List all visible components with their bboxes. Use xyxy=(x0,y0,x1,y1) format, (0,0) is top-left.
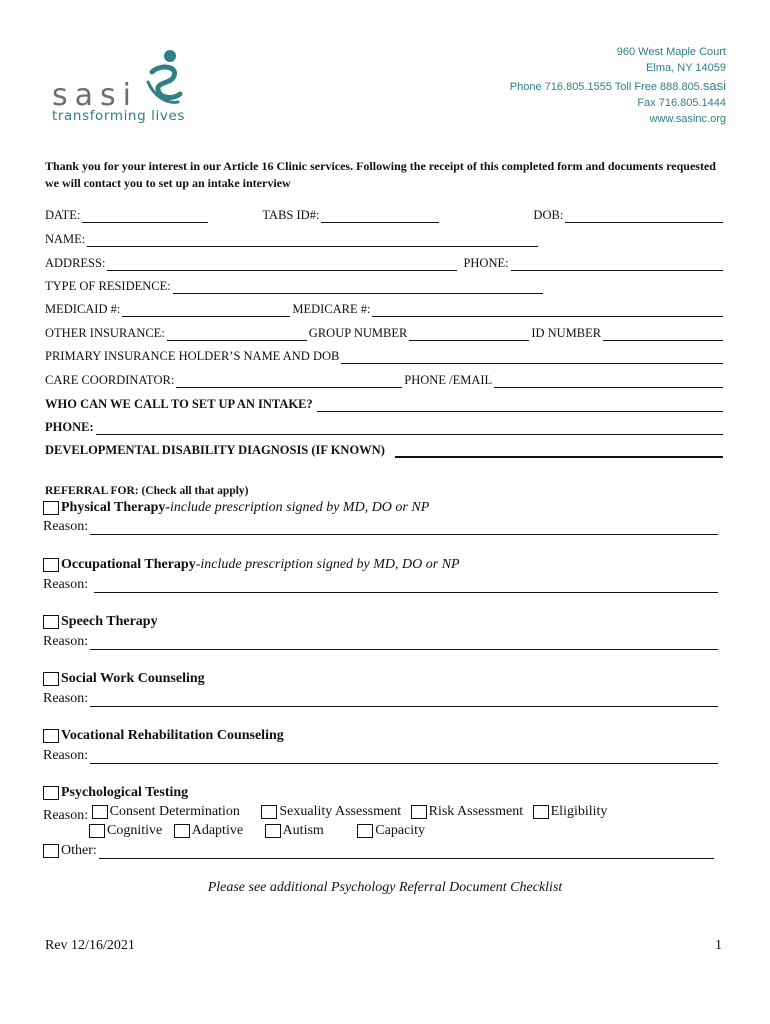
row-other-insurance xyxy=(45,325,725,341)
physical-therapy-reason-field[interactable] xyxy=(90,522,718,535)
id-number-field[interactable] xyxy=(603,328,723,341)
tabs-id-label: TABS ID#: xyxy=(262,208,320,222)
phone-field[interactable] xyxy=(511,258,723,271)
phone-2-field[interactable] xyxy=(96,422,723,435)
other-checkbox[interactable] xyxy=(43,844,59,858)
name-label: NAME: xyxy=(45,232,86,246)
row-dd-diagnosis xyxy=(45,442,725,458)
intro-text: Thank you for your interest in our Article 16 Clinic services. Following the receipt of this completed form and documents requested we will contact you to set up an intake interview xyxy=(45,159,716,190)
psych-reason-row-1 xyxy=(43,804,607,824)
medicare-label: MEDICARE #: xyxy=(292,302,371,316)
medicaid-label: MEDICAID #: xyxy=(45,302,121,316)
occupational-therapy-reason-field[interactable] xyxy=(94,580,718,593)
psychological-testing-title: Psychological Testing xyxy=(61,785,189,800)
primary-holder-field[interactable] xyxy=(341,351,723,364)
website-link[interactable]: www.sasinc.org xyxy=(649,113,726,125)
eligibility-label: Eligibility xyxy=(550,804,608,819)
capacity-option xyxy=(357,823,425,839)
logo-figure-icon xyxy=(138,46,188,108)
address-field[interactable] xyxy=(107,258,457,271)
residence-field[interactable] xyxy=(173,281,543,294)
row-medicaid-medicare xyxy=(45,301,725,317)
sexuality-option xyxy=(261,804,401,820)
psychological-testing-option xyxy=(43,785,188,801)
reason-label: Reason: xyxy=(43,577,89,592)
primary-holder-label: PRIMARY INSURANCE HOLDER’S NAME AND DOB xyxy=(45,349,340,363)
occupational-therapy-option xyxy=(43,557,460,573)
psych-reason-row-2 xyxy=(89,823,425,843)
autism-option xyxy=(265,823,324,839)
occupational-therapy-title: Occupational Therapy xyxy=(61,557,196,572)
footer-note: Please see additional Psychology Referral Document Checklist xyxy=(207,880,563,895)
phone-email-field[interactable] xyxy=(494,375,723,388)
social-work-reason-field[interactable] xyxy=(90,694,718,707)
dob-label: DOB: xyxy=(533,208,564,222)
social-work-title: Social Work Counseling xyxy=(61,671,205,686)
revision-date: Rev 12/16/2021 xyxy=(45,938,135,953)
vocational-reason-field[interactable] xyxy=(90,751,718,764)
physical-therapy-note: include prescription signed by MD, DO or NP xyxy=(170,500,430,515)
dd-diagnosis-field[interactable] xyxy=(395,444,723,458)
reason-label: Reason: xyxy=(43,519,89,534)
dd-diagnosis-label: DEVELOPMENTAL DISABILITY DIAGNOSIS (IF KNOWN) xyxy=(45,443,385,457)
tabs-id-field[interactable] xyxy=(321,210,439,223)
referral-header: REFERRAL FOR: (Check all that apply) xyxy=(45,485,249,497)
adaptive-checkbox[interactable] xyxy=(174,824,190,838)
residence-label: TYPE OF RESIDENCE: xyxy=(45,279,171,293)
reason-label: Reason: xyxy=(43,634,89,649)
row-date-tabs-dob xyxy=(45,207,725,223)
physical-therapy-title: Physical Therapy- xyxy=(61,500,171,515)
physical-therapy-checkbox[interactable] xyxy=(43,501,59,515)
speech-therapy-checkbox[interactable] xyxy=(43,615,59,629)
group-number-label: GROUP NUMBER xyxy=(308,326,408,340)
row-address-phone xyxy=(45,255,725,271)
contact-block xyxy=(510,44,726,127)
date-label: DATE: xyxy=(45,208,81,222)
phone-email-label: PHONE /EMAIL xyxy=(404,373,493,387)
who-call-label: WHO CAN WE CALL TO SET UP AN INTAKE? xyxy=(45,397,313,411)
care-coordinator-field[interactable] xyxy=(176,375,402,388)
occupational-therapy-checkbox[interactable] xyxy=(43,558,59,572)
address-line-1: 960 West Maple Court xyxy=(616,46,726,58)
reason-label: Reason: xyxy=(43,691,89,706)
phone-sasi-text: sasi xyxy=(702,78,726,93)
cognitive-checkbox[interactable] xyxy=(89,824,105,838)
other-row xyxy=(43,842,716,859)
other-field[interactable] xyxy=(99,846,714,859)
row-phone-2 xyxy=(45,419,725,435)
medicaid-field[interactable] xyxy=(122,304,290,317)
page-number: 1 xyxy=(715,938,722,953)
occupational-therapy-note: -include prescription signed by MD, DO or NP xyxy=(195,557,460,572)
date-field[interactable] xyxy=(82,210,208,223)
physical-therapy-reason xyxy=(43,518,720,535)
speech-therapy-option xyxy=(43,614,158,630)
dob-field[interactable] xyxy=(565,210,723,223)
row-who-call xyxy=(45,396,725,412)
address-line-2: Elma, NY 14059 xyxy=(646,62,726,74)
reason-label: Reason: xyxy=(43,748,89,763)
cognitive-label: Cognitive xyxy=(107,823,163,838)
social-work-option xyxy=(43,671,205,687)
address-label: ADDRESS: xyxy=(45,256,106,270)
medicare-field[interactable] xyxy=(372,304,723,317)
row-name xyxy=(45,231,540,247)
row-residence xyxy=(45,278,545,294)
risk-label: Risk Assessment xyxy=(428,804,524,819)
speech-therapy-title: Speech Therapy xyxy=(61,614,158,629)
other-label: Other: xyxy=(61,843,97,858)
eligibility-checkbox[interactable] xyxy=(533,805,549,819)
other-insurance-field[interactable] xyxy=(167,328,307,341)
phone-2-label: PHONE: xyxy=(45,420,94,434)
group-number-field[interactable] xyxy=(409,328,529,341)
speech-therapy-reason xyxy=(43,633,720,650)
id-number-label: ID NUMBER xyxy=(531,326,602,340)
occupational-therapy-reason xyxy=(43,576,720,593)
logo-wordmark: sasi xyxy=(52,78,138,113)
sexuality-checkbox[interactable] xyxy=(261,805,277,819)
row-care-coordinator xyxy=(45,372,725,388)
phone-text: Phone 716.805.1555 Toll Free 888.805. xyxy=(509,81,703,93)
consent-checkbox[interactable] xyxy=(92,805,108,819)
consent-option xyxy=(92,804,240,820)
capacity-checkbox[interactable] xyxy=(357,824,373,838)
cognitive-option xyxy=(89,823,162,839)
social-work-checkbox[interactable] xyxy=(43,672,59,686)
vocational-option xyxy=(43,728,284,744)
phone-label: PHONE: xyxy=(463,256,509,270)
speech-therapy-reason-field[interactable] xyxy=(90,637,718,650)
risk-option xyxy=(411,804,524,820)
adaptive-label: Adaptive xyxy=(191,823,244,838)
psychological-testing-checkbox[interactable] xyxy=(43,786,59,800)
autism-checkbox[interactable] xyxy=(265,824,281,838)
vocational-checkbox[interactable] xyxy=(43,729,59,743)
fax-line: Fax 716.805.1444 xyxy=(637,97,726,109)
who-call-field[interactable] xyxy=(317,399,723,412)
row-primary-holder xyxy=(45,348,725,364)
phone-line xyxy=(510,78,726,95)
care-coordinator-label: CARE COORDINATOR: xyxy=(45,373,175,387)
eligibility-option xyxy=(533,804,608,820)
risk-checkbox[interactable] xyxy=(411,805,427,819)
consent-label: Consent Determination xyxy=(109,804,240,819)
psych-reason-label: Reason: xyxy=(43,808,89,823)
logo-tagline: transforming lives xyxy=(52,108,185,124)
capacity-label: Capacity xyxy=(375,823,426,838)
other-insurance-label: OTHER INSURANCE: xyxy=(45,326,165,340)
autism-label: Autism xyxy=(282,823,324,838)
vocational-reason xyxy=(43,747,720,764)
name-field[interactable] xyxy=(87,234,538,247)
vocational-title: Vocational Rehabilitation Counseling xyxy=(61,728,284,743)
physical-therapy-option xyxy=(43,500,429,516)
adaptive-option xyxy=(174,823,243,839)
sexuality-label: Sexuality Assessment xyxy=(279,804,402,819)
social-work-reason xyxy=(43,690,720,707)
